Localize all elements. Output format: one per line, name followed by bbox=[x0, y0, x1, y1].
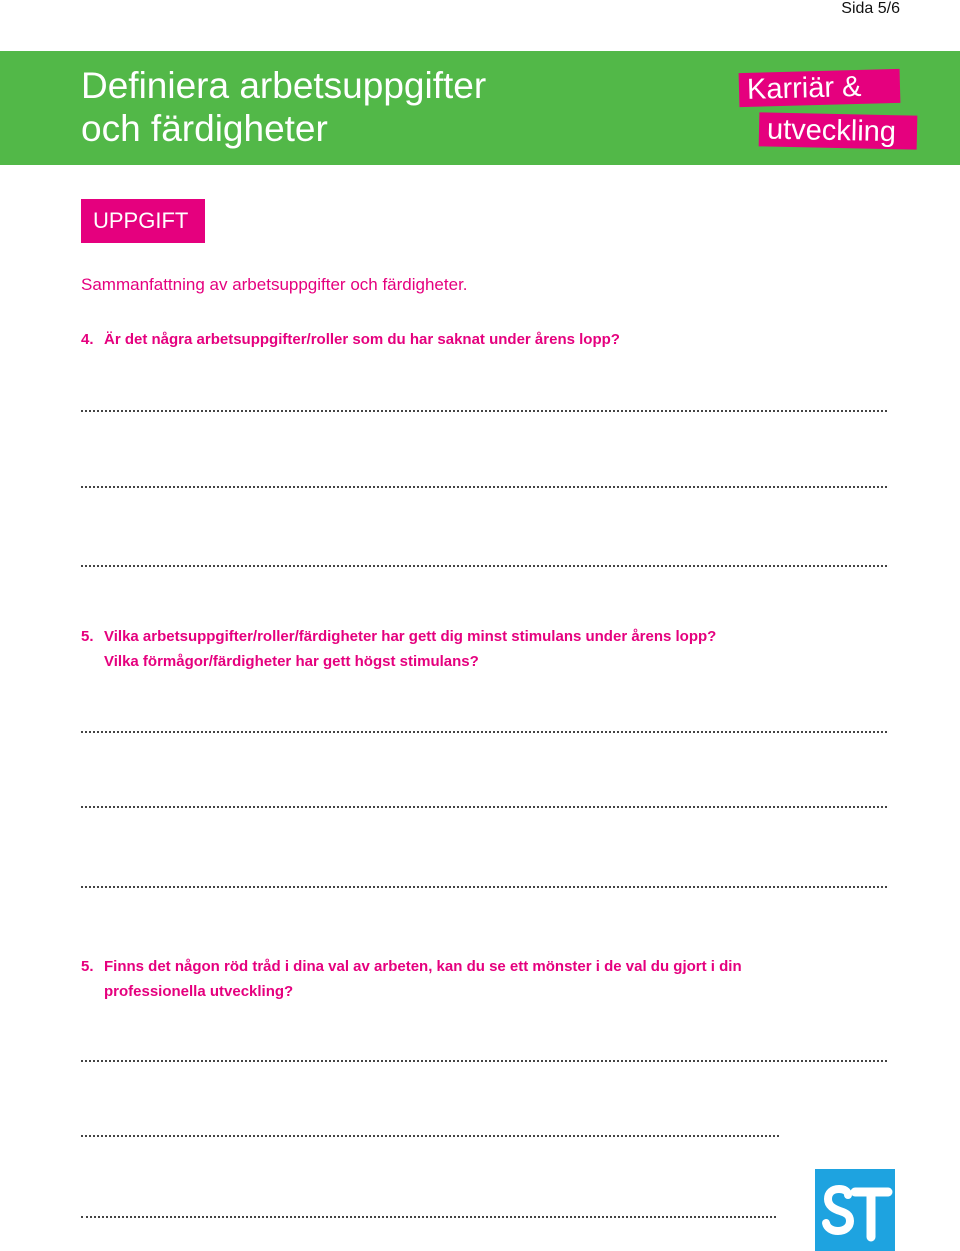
answer-line[interactable] bbox=[81, 486, 887, 488]
brand-label-line-2: utveckling bbox=[759, 112, 918, 149]
section-badge: UPPGIFT bbox=[81, 199, 205, 243]
answer-line[interactable] bbox=[81, 1135, 779, 1137]
question-4 bbox=[81, 327, 620, 352]
question-5b bbox=[81, 954, 742, 1004]
answer-line[interactable] bbox=[81, 565, 887, 567]
question-text: Är det några arbetsuppgifter/roller som du har saknat under årens lopp? bbox=[104, 331, 620, 348]
question-text: Vilka arbetsuppgifter/roller/färdigheter har gett dig minst stimulans under årens lopp? bbox=[104, 628, 717, 645]
st-logo bbox=[815, 1169, 895, 1251]
page-title-line-1: Definiera arbetsuppgifter bbox=[81, 65, 487, 106]
question-5a bbox=[81, 624, 716, 674]
question-number: 4. bbox=[81, 331, 94, 348]
page-number: Sida 5/6 bbox=[841, 0, 900, 17]
answer-line[interactable] bbox=[81, 410, 887, 412]
brand-label-line-1: Karriär & bbox=[739, 69, 901, 107]
answer-line[interactable] bbox=[81, 1060, 887, 1062]
answer-line[interactable] bbox=[81, 731, 887, 733]
intro-text: Sammanfattning av arbetsuppgifter och färdigheter. bbox=[81, 275, 468, 294]
question-number: 5. bbox=[81, 628, 94, 645]
answer-line[interactable] bbox=[81, 1216, 776, 1218]
question-text: Finns det någon röd tråd i dina val av arbeten, kan du se ett mönster i de val du gjort i din bbox=[104, 958, 742, 975]
answer-line[interactable] bbox=[81, 806, 887, 808]
page-title-line-2: och färdigheter bbox=[81, 108, 328, 149]
question-text: Vilka förmågor/färdigheter har gett högst stimulans? bbox=[104, 653, 479, 670]
answer-line[interactable] bbox=[81, 886, 887, 888]
question-text: professionella utveckling? bbox=[104, 983, 294, 1000]
question-number: 5. bbox=[81, 958, 94, 975]
page-title bbox=[81, 64, 486, 150]
